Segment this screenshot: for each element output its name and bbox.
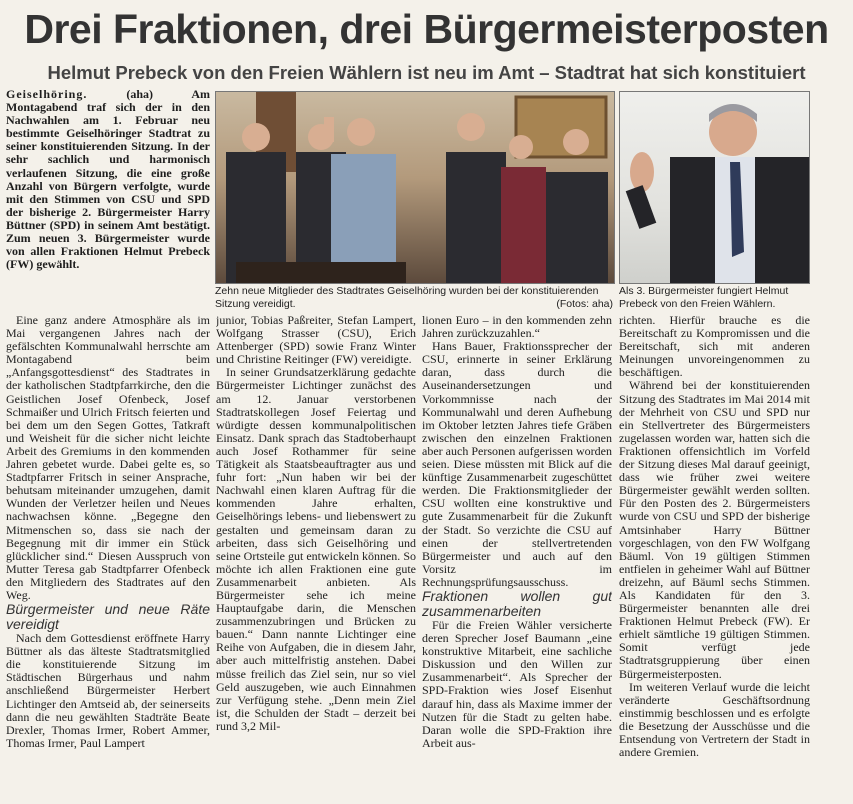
col2-paragraph-1: junior, Tobias Paßreiter, Stefan Lampert, Wolfgang Strasser (CSU), Erich Attenberger (SPD) sowie Franz Winter und Christine Reitinger (FW) vereidigte. <box>216 314 416 367</box>
lead-column <box>6 88 210 280</box>
column-4 <box>619 314 810 800</box>
col3-paragraph-1: lionen Euro – in den kommenden zehn Jahren zurückzuzahlen.“ <box>422 314 612 341</box>
group-photo-caption <box>215 285 613 311</box>
col1-paragraph-1: Eine ganz andere Atmosphäre als im Mai vergangenen Jahres nach der gefälschten Kommunalwahl herrschte am Montagabend beim „Anfangsgottesdienst“ des Stadtrates in der katholischen Stadtpfarrkirche, den die Geistlichen Josef Ofenbeck, Josef Schmaißer und Ulrich Fritsch feierten und bei dem um den Segen Gottes, Tatkraft und Weisheit für die sicher nicht leichte Arbeit des Gremiums in den kommenden Jahren gebetet wurde. Dabei gelte es, so Stadtpfarrer Fritsch in seiner Ansprache, behutsam miteinander umzugehen, damit Wunden der Verletzer heilen und Neues nachwachsen könne. „Begegne den Mitmenschen so, dass sie nach der Begegnung mit dir immer ein Stück glücklicher sind.“ Diesen Ausspruch von Mutter Teresa gab Stadtpfarrer Ofenbeck den Mitgliedern des Stadtrates auf den Weg. <box>6 314 210 602</box>
col4-paragraph-3: Im weiteren Verlauf wurde die leicht veränderte Geschäftsordnung einstimmig beschlossen und es erfolgte die Besetzung der Ausschüsse und die Entsendung von Vertretern der Stadt in andere Gremien. <box>619 679 810 760</box>
subheadline: Helmut Prebeck von den Freien Wählern ist neu im Amt – Stadtrat hat sich konstituiert <box>47 62 806 83</box>
group-photo-image <box>216 92 614 283</box>
intertitle-2: Fraktionen wollen gut zusammenarbeiten <box>422 587 612 619</box>
column-3 <box>422 314 612 800</box>
col3-paragraph-2: Hans Bauer, Fraktionssprecher der CSU, erinnerte in seiner Erklärung daran, dass durch die Auseinandersetzungen und Vorkommnisse nach der Kommunalwahl und deren Aufhebung im Oktober letzten Jahres tiefe Gräben zwischen den einzelnen Fraktionen aber auch Personen aufgerissen worden seien. Diese müssten mit Blick auf die künftige Zusammenarbeit zugeschüttet werden. Die Fraktionsmitglieder der CSU wollten eine konstruktive und gute Zusammenarbeit für die Zukunft der Stadt. So verzichte die CSU auf einen der stellvertretenden Bürgermeister und auch auf den Vorsitz im Rechnungsprüfungsausschuss. <box>422 339 612 589</box>
intertitle-1: Bürgermeister und neue Räte vereidigt <box>6 601 210 633</box>
col2-paragraph-2: In seiner Grundsatzerklärung gedachte Bürgermeister Lichtinger zunächst des am 12. Januar verstorbenen Stadtratskollegen Josef Feiertag und würdigte dessen kommunalpolitischen Einsatz. Dank sprach das Stadtoberhaupt auch Josef Rothammer für seine Tätigkeit als Staatsbeauftragter aus und fuhr fort: „Nun haben wir bei der Nachwahl einen klaren Auftrag für die kommenden Jahre erhalten, Geiselhörings lebens- und liebenswert zu gestalten und gemeinsam daran zu arbeiten, dass sich Geiselhöring und seine Ortsteile gut entwickeln können. So möchte ich allen Fraktionen eine gute Zusammenarbeit anbieten. Als Bürgermeister sehe ich meine Hauptaufgabe darin, die Menschen zusammenzubringen und Brücken zu bauen.“ Dann nannte Lichtinger eine Reihe von Aufgaben, die in diesem Jahr, aber auch mittelfristig anstehen. Dabei müsse freilich das Ziel sein, nur so viel Geld auszugeben, wie auch Einnahmen zur Verfügung stehe. „Denn mein Ziel ist, die Schulden der Stadt – derzeit bei rund 3,2 Mil- <box>216 365 416 733</box>
group-photo <box>215 91 615 284</box>
mayor-photo <box>619 91 810 284</box>
lead-text: (aha) Am Montagabend traf sich der in den Nachwahlen am 1. Februar neu bestimmte Geiselhöringer Stadtrat zu seiner konstituierenden Sitzung. In der sehr sachlich und harmonisch verlaufenen Sitzung, die eine große Anzahl von Bürgern verfolgte, wurde mit den Stimmen von CSU und SPD der bisherige 2. Bürgermeister Harry Büttner (SPD) in seinem Amt bestätigt. Zum neuen 3. Bürgermeister wurde von allen Fraktionen Helmut Prebeck (FW) gewählt. <box>6 88 210 272</box>
mayor-photo-image <box>620 92 809 283</box>
lead-location: Geiselhöring. <box>6 88 88 101</box>
lead-paragraph <box>6 88 210 271</box>
col4-paragraph-2: Während bei der konstituierenden Sitzung des Stadtrates im Mai 2014 mit der Mehrheit von CSU und SPD nur ein Stellvertreter des Bürgermeisters zugelassen worden war, hatten sich die Fraktionen offensichtlich im Vorfeld der Sitzung dieses Mal darauf geeinigt, dass wie früher zwei weitere Bürgermeister gewählt werden sollten. Für den Posten des 2. Bürgermeisters wurde von CSU und SPD der bisherige Amtsinhaber Harry Büttner vorgeschlagen, von den FW Wolfgang Bäuml. Von 19 gültigen Stimmen entfielen in geheimer Wahl auf Büttner dreizehn, auf Bäuml sechs Stimmen. Als Kandidaten für den 3. Bürgermeister benannten alle drei Fraktionen Helmut Prebeck (FW). Er erhielt sämtliche 19 gültigen Stimmen. Somit verfügt jede Stadtratsgruppierung über einen Bürgermeisterposten. <box>619 378 810 681</box>
mayor-photo-caption: Als 3. Bürgermeister fungiert Helmut Prebeck von den Freien Wählern. <box>619 285 789 310</box>
group-photo-caption-text: Zehn neue Mitglieder des Stadtrates Geiselhöring wurden bei der konstituierenden Sitzung vereidigt. <box>215 285 599 310</box>
col3-paragraph-3: Für die Freien Wähler versicherte deren Sprecher Josef Baumann „eine konstruktive Mitarbeit, eine sachliche Diskussion und den Willen zur Zusammenarbeit“. Als Sprecher der SPD-Fraktion wies Josef Eisenhut darauf hin, dass als Maxime immer der Nutzen für die Stadt zu gelten habe. Daran wolle die SPD-Fraktion ihre Arbeit aus- <box>422 617 612 750</box>
column-2 <box>216 314 416 800</box>
column-1 <box>6 314 210 800</box>
col1-paragraph-2: Nach dem Gottesdienst eröffnete Harry Büttner als das älteste Stadtratsmitglied die konstituierende Sitzung im Städtischen Bürgerhaus und nahm anschließend Bürgermeister Herbert Lichtinger den Amtseid ab, der seinerseits dann die neu gewählten Stadträte Beate Drexler, Thomas Irmer, Robert Ammer, Thomas Irmer, Paul Lampert <box>6 631 210 750</box>
photo-credit: (Fotos: aha) <box>556 298 613 310</box>
col4-paragraph-1: richten. Hierfür brauche es die Bereitschaft zu Kompromissen und die Bereitschaft, sich mit anderen Meinungen unvoreingenommen zu beschäftigen. <box>619 314 810 380</box>
headline: Drei Fraktionen, drei Bürgermeisterposten <box>24 6 829 52</box>
